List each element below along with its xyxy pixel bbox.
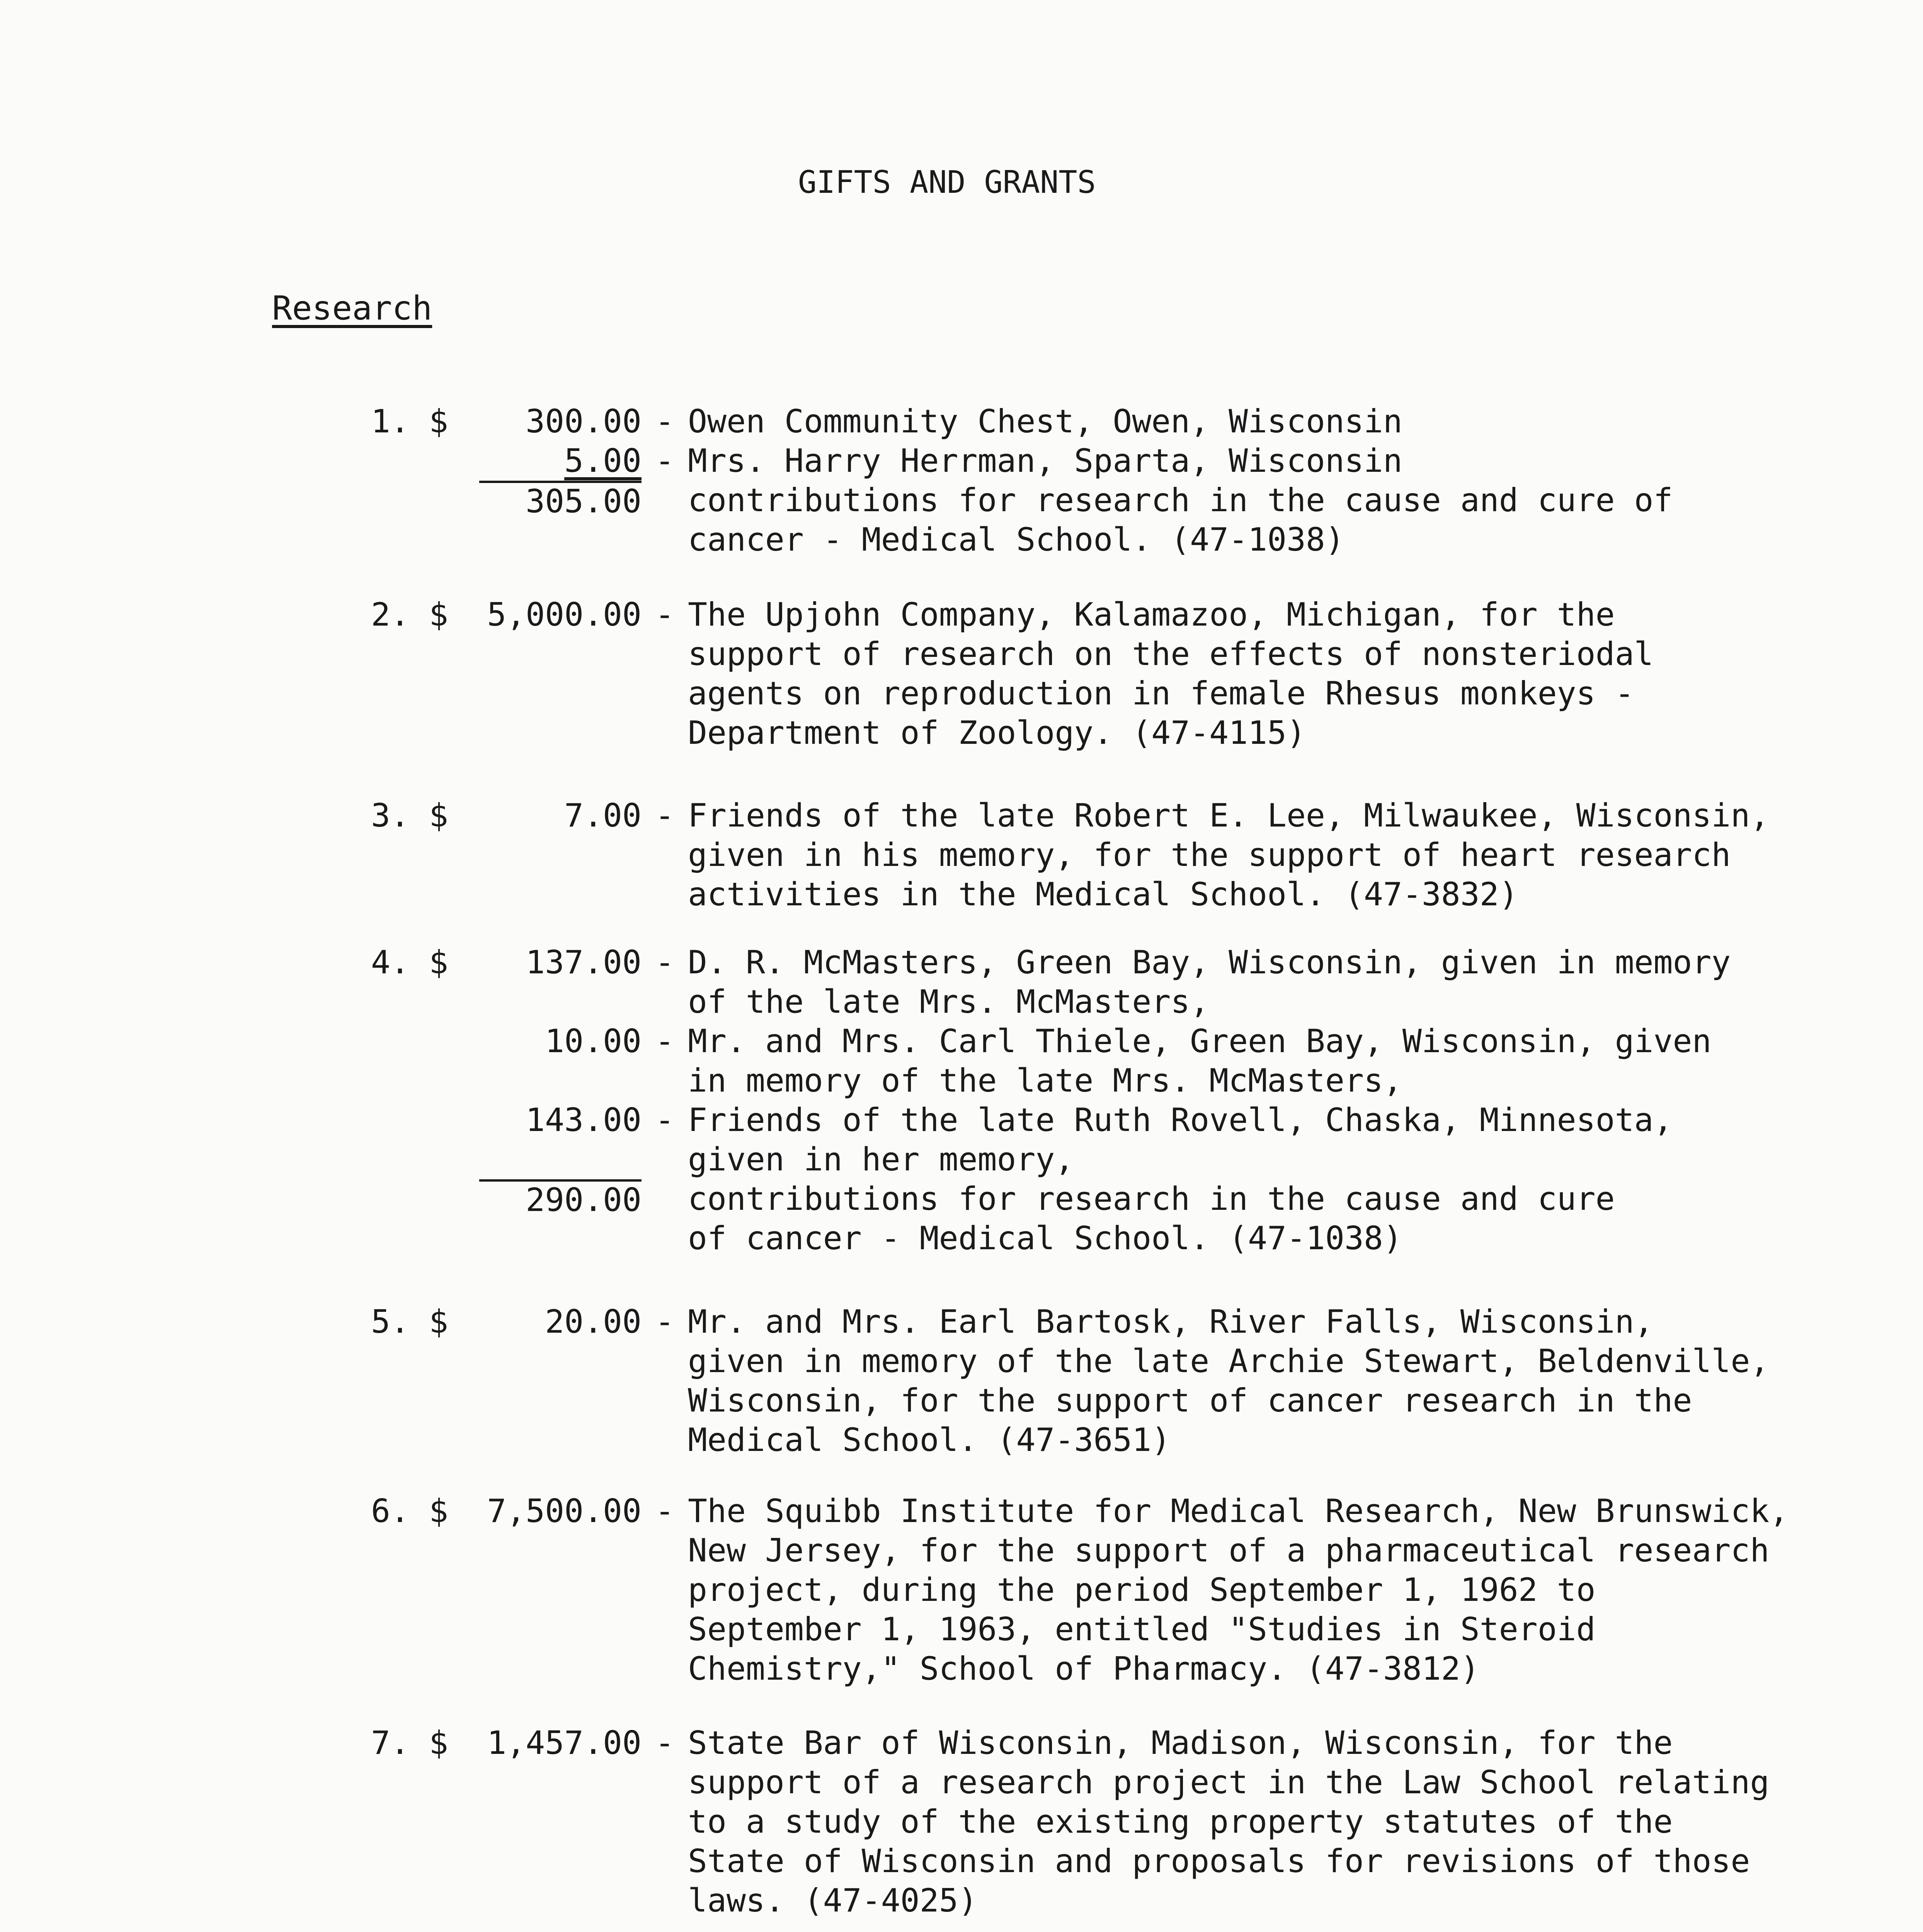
entry-number: 4. [371, 944, 410, 981]
entry-line [371, 875, 1840, 914]
entry-line [371, 1061, 1840, 1100]
entry-line [371, 1219, 1840, 1258]
entry-line [371, 1763, 1840, 1802]
entry-line [371, 1302, 1840, 1342]
entry-text: of the late Mrs. McMasters, [688, 983, 1210, 1020]
entry-text: given in memory of the late Archie Stewart, Beldenville, [688, 1342, 1770, 1380]
entry-text: activities in the Medical School. (47-3832) [688, 876, 1518, 913]
total-amount: 305.00 [479, 481, 642, 520]
section-heading: Research [272, 289, 432, 328]
entry-line [371, 943, 1840, 982]
entry-line [371, 520, 1840, 560]
amount: 7,500.00 [487, 1492, 642, 1530]
separator: - [655, 797, 674, 834]
entry-text: cancer - Medical School. (47-1038) [688, 521, 1344, 558]
entry-line [371, 481, 1840, 520]
entry-text: contributions for research in the cause and cure [688, 1180, 1615, 1218]
entry-line [371, 1140, 1840, 1179]
gift-entry-3 [371, 796, 1840, 914]
entry-number: 7. [371, 1724, 410, 1762]
separator: - [655, 596, 674, 633]
entry-line [371, 1802, 1840, 1842]
amount: 5,000.00 [487, 596, 642, 633]
entry-text: Wisconsin, for the support of cancer research in the [688, 1382, 1692, 1419]
currency-sign: $ [429, 403, 448, 440]
amount: 10.00 [545, 1022, 642, 1060]
entry-text: The Upjohn Company, Kalamazoo, Michigan, for the [688, 596, 1615, 633]
page-title: GIFTS AND GRANTS [798, 164, 1096, 200]
amount: 1,457.00 [487, 1724, 642, 1762]
entry-number: 1. [371, 403, 410, 440]
amount: 300.00 [526, 403, 642, 440]
entry-line [371, 1342, 1840, 1381]
gift-entry-5 [371, 1302, 1840, 1460]
entry-line [371, 1381, 1840, 1420]
entry-line [371, 1100, 1840, 1140]
entry-text: given in his memory, for the support of heart research [688, 836, 1731, 874]
currency-sign: $ [429, 1724, 448, 1762]
entry-text: New Jersey, for the support of a pharmaceutical research [688, 1532, 1770, 1569]
gift-entry-2 [371, 595, 1840, 753]
entry-number: 5. [371, 1303, 410, 1340]
gift-entry-1 [371, 402, 1840, 560]
entry-text: September 1, 1963, entitled "Studies in Steroid [688, 1611, 1596, 1648]
entry-text: contributions for research in the cause and cure of [688, 481, 1673, 519]
entry-line [371, 1022, 1840, 1061]
separator: - [655, 1492, 674, 1530]
amount: 137.00 [526, 944, 642, 981]
total-amount: 290.00 [479, 1179, 642, 1219]
entry-line [371, 982, 1840, 1022]
entry-text: The Squibb Institute for Medical Research, New Brunswick, [688, 1492, 1789, 1530]
entry-line [371, 595, 1840, 634]
entry-line [371, 1881, 1840, 1920]
entry-text: support of research on the effects of nonsteriodal [688, 635, 1654, 673]
entry-text: support of a research project in the Law School relating [688, 1764, 1770, 1801]
entry-line [371, 674, 1840, 713]
entry-text: Department of Zoology. (47-4115) [688, 714, 1306, 752]
entry-line [371, 634, 1840, 674]
entry-text: State of Wisconsin and proposals for revisions of those [688, 1842, 1750, 1880]
currency-sign: $ [429, 797, 448, 834]
entry-line [371, 1420, 1840, 1460]
entry-line [371, 441, 1840, 481]
separator: - [655, 442, 674, 480]
gift-entry-7 [371, 1723, 1840, 1920]
entry-text: Friends of the late Robert E. Lee, Milwaukee, Wisconsin, [688, 797, 1770, 834]
entry-number: 3. [371, 797, 410, 834]
gift-entry-4 [371, 943, 1840, 1258]
gift-entry-6 [371, 1492, 1840, 1689]
entry-text: Mr. and Mrs. Earl Bartosk, River Falls, Wisconsin, [688, 1303, 1654, 1340]
separator: - [655, 1724, 674, 1762]
amount: 7.00 [564, 797, 642, 834]
entry-text: project, during the period September 1, 1962 to [688, 1571, 1596, 1609]
entry-line [371, 1492, 1840, 1531]
entry-text: Mrs. Harry Herrman, Sparta, Wisconsin [688, 442, 1402, 480]
amount: 143.00 [526, 1101, 642, 1139]
entry-text: of cancer - Medical School. (47-1038) [688, 1219, 1402, 1257]
amount: 5.00 [564, 442, 642, 480]
currency-sign: $ [429, 944, 448, 981]
separator: - [655, 1101, 674, 1139]
entry-text: Chemistry," School of Pharmacy. (47-3812) [688, 1650, 1480, 1687]
currency-sign: $ [429, 596, 448, 633]
amount: 20.00 [545, 1303, 642, 1340]
entry-line [371, 402, 1840, 441]
entry-text: State Bar of Wisconsin, Madison, Wisconsin, for the [688, 1724, 1673, 1762]
entry-line [371, 713, 1840, 753]
entry-number: 6. [371, 1492, 410, 1530]
entry-text: to a study of the existing property statutes of the [688, 1803, 1673, 1840]
entry-line [371, 1570, 1840, 1610]
entry-text: D. R. McMasters, Green Bay, Wisconsin, given in memory [688, 944, 1731, 981]
currency-sign: $ [429, 1303, 448, 1340]
entry-line [371, 1842, 1840, 1881]
entry-line [371, 1179, 1840, 1219]
currency-sign: $ [429, 1492, 448, 1530]
entry-text: given in her memory, [688, 1141, 1074, 1178]
separator: - [655, 1303, 674, 1340]
entry-line [371, 1723, 1840, 1763]
entry-line [371, 796, 1840, 835]
entry-line [371, 1610, 1840, 1649]
entry-text: agents on reproduction in female Rhesus monkeys - [688, 675, 1634, 712]
entry-text: Owen Community Chest, Owen, Wisconsin [688, 403, 1402, 440]
entry-line [371, 1649, 1840, 1689]
separator: - [655, 944, 674, 981]
separator: - [655, 1022, 674, 1060]
entry-line [371, 835, 1840, 875]
entry-text: Medical School. (47-3651) [688, 1421, 1171, 1459]
entry-text: in memory of the late Mrs. McMasters, [688, 1062, 1402, 1099]
separator: - [655, 403, 674, 440]
entry-text: laws. (47-4025) [688, 1882, 978, 1919]
entry-number: 2. [371, 596, 410, 633]
entry-line [371, 1531, 1840, 1570]
entry-text: Mr. and Mrs. Carl Thiele, Green Bay, Wisconsin, given [688, 1022, 1712, 1060]
entry-text: Friends of the late Ruth Rovell, Chaska, Minnesota, [688, 1101, 1673, 1139]
